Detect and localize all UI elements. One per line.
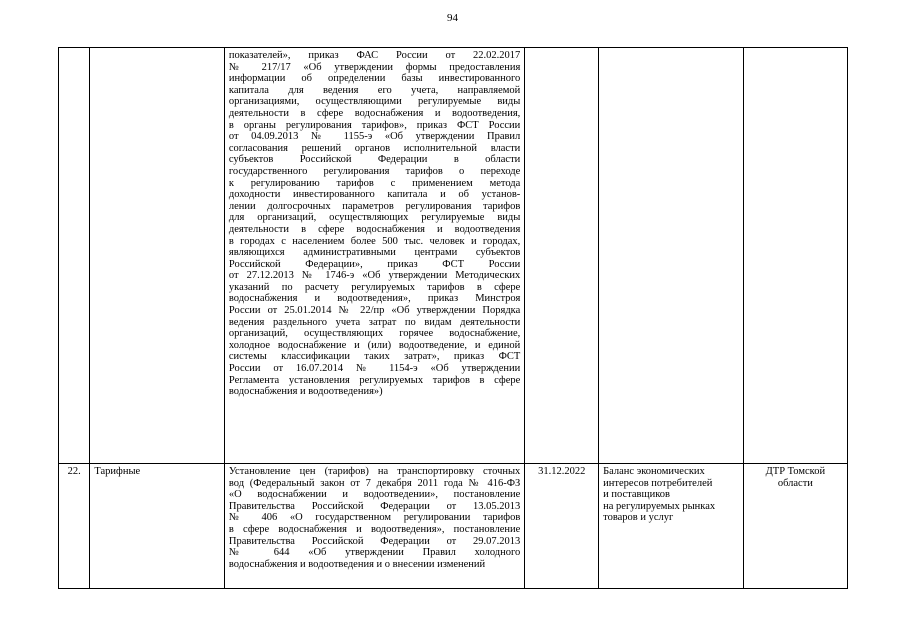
- category-cell: Тарифные: [90, 464, 225, 589]
- responsible-cell: [743, 48, 847, 464]
- text-line: водоснабжения и водоотведения и о внесении изменений: [228, 558, 486, 570]
- text-line: указаний по расчету регулируемых тарифов в сфере: [228, 281, 521, 293]
- table-row: [59, 48, 848, 464]
- text-line: Правительства Российской Федерации от 29.07.2013: [228, 535, 521, 547]
- text-line: Установление цен (тарифов) на транспортировку сточных: [228, 466, 521, 477]
- text-line: холодное водоснабжение и (или) водоотведение, и единой: [228, 339, 521, 351]
- text-line: Правительства Российской Федерации от 13.05.2013: [228, 500, 521, 512]
- description-cell: [224, 464, 524, 589]
- text-line: «О водоснабжении и водоотведении», постановление: [228, 489, 521, 501]
- text-line: России от 25.01.2014 № 22/пр «Об утверждении Порядка: [228, 305, 521, 317]
- text-line: области: [777, 477, 813, 489]
- text-line: товаров и услуг: [603, 512, 674, 524]
- row-number-cell: [59, 48, 90, 464]
- text-line: лении долгосрочных параметров регулирования тарифов: [228, 200, 521, 212]
- text-line: капитала для ведения его учета, направляемой: [228, 84, 521, 96]
- text-line: являющихся административными центрами субъектов: [228, 247, 521, 259]
- text-line: ведения раздельного учета затрат по видам деятельности: [228, 316, 521, 328]
- text-line: водоснабжения и водоотведения»): [228, 386, 383, 398]
- description-cell: [224, 48, 524, 464]
- goal-cell: [599, 48, 744, 464]
- text-line: в городах с населением более 500 тыс. человек и городах,: [228, 235, 521, 247]
- text-line: организаций, осуществляющих горячее водоснабжение,: [228, 328, 521, 340]
- text-line: системы классификации таких затрат», приказ ФСТ: [228, 351, 521, 363]
- text-line: государственного регулирования тарифов о переходе: [228, 165, 521, 177]
- text-line: в сфере водоснабжения и водоотведения», постановление: [228, 523, 521, 535]
- page-number: 94: [447, 12, 458, 24]
- text-line: деятельности в сфере водоснабжения и водоотведения,: [228, 107, 521, 119]
- text-line: согласования решений органов исполнительной власти: [228, 142, 521, 154]
- text-line: деятельности в сфере водоснабжения и водоотведения: [228, 223, 521, 235]
- goal-cell: [599, 464, 744, 589]
- category-cell: [90, 48, 225, 464]
- date-cell: [525, 48, 599, 464]
- text-line: от 04.09.2013 № 1155-э «Об утверждении Правил: [228, 131, 521, 143]
- text-line: и поставщиков: [603, 489, 670, 501]
- text-line: № 217/17 «Об утверждении формы предоставления: [228, 61, 521, 73]
- responsible-cell: [743, 464, 847, 589]
- text-line: для организаций, осуществляющих регулируемые виды: [228, 212, 521, 224]
- text-line: № 406 «О государственном регулировании тарифов: [228, 512, 521, 524]
- text-line: информации об определении базы инвестированного: [228, 73, 521, 85]
- text-line: № 644 «Об утверждении Правил холодного: [228, 547, 521, 559]
- text-line: субъектов Российской Федерации в области: [228, 154, 521, 166]
- row-number-cell: 22.: [59, 464, 90, 589]
- document-table: [58, 47, 848, 589]
- text-line: Российской Федерации», приказ ФСТ России: [228, 258, 521, 270]
- text-line: вод (Федеральный закон от 7 декабря 2011 года № 416-ФЗ: [228, 477, 521, 489]
- text-line: России от 16.07.2014 № 1154-э «Об утверждении: [228, 363, 521, 375]
- text-line: организациями, осуществляющими регулируемые виды: [228, 96, 521, 108]
- text-line: показателей», приказ ФАС России от 22.02.2017: [228, 50, 521, 61]
- text-line: Регламента установления регулируемых тарифов в сфере: [228, 374, 521, 386]
- text-line: на регулируемых рынках: [603, 500, 716, 512]
- text-line: доходности инвестированного капитала и об установ-: [228, 189, 521, 201]
- text-line: интересов потребителей: [603, 477, 713, 489]
- text-line: в органы регулирования тарифов», приказ ФСТ России: [228, 119, 521, 131]
- text-line: Баланс экономических: [603, 466, 705, 477]
- table-row: [59, 464, 848, 589]
- date-cell: 31.12.2022: [525, 464, 599, 589]
- text-line: к регулированию тарифов с применением метода: [228, 177, 521, 189]
- text-line: от 27.12.2013 № 1746-э «Об утверждении Методических: [228, 270, 521, 282]
- text-line: водоснабжения и водоотведения», приказ Минстроя: [228, 293, 521, 305]
- text-line: ДТР Томской: [765, 466, 826, 477]
